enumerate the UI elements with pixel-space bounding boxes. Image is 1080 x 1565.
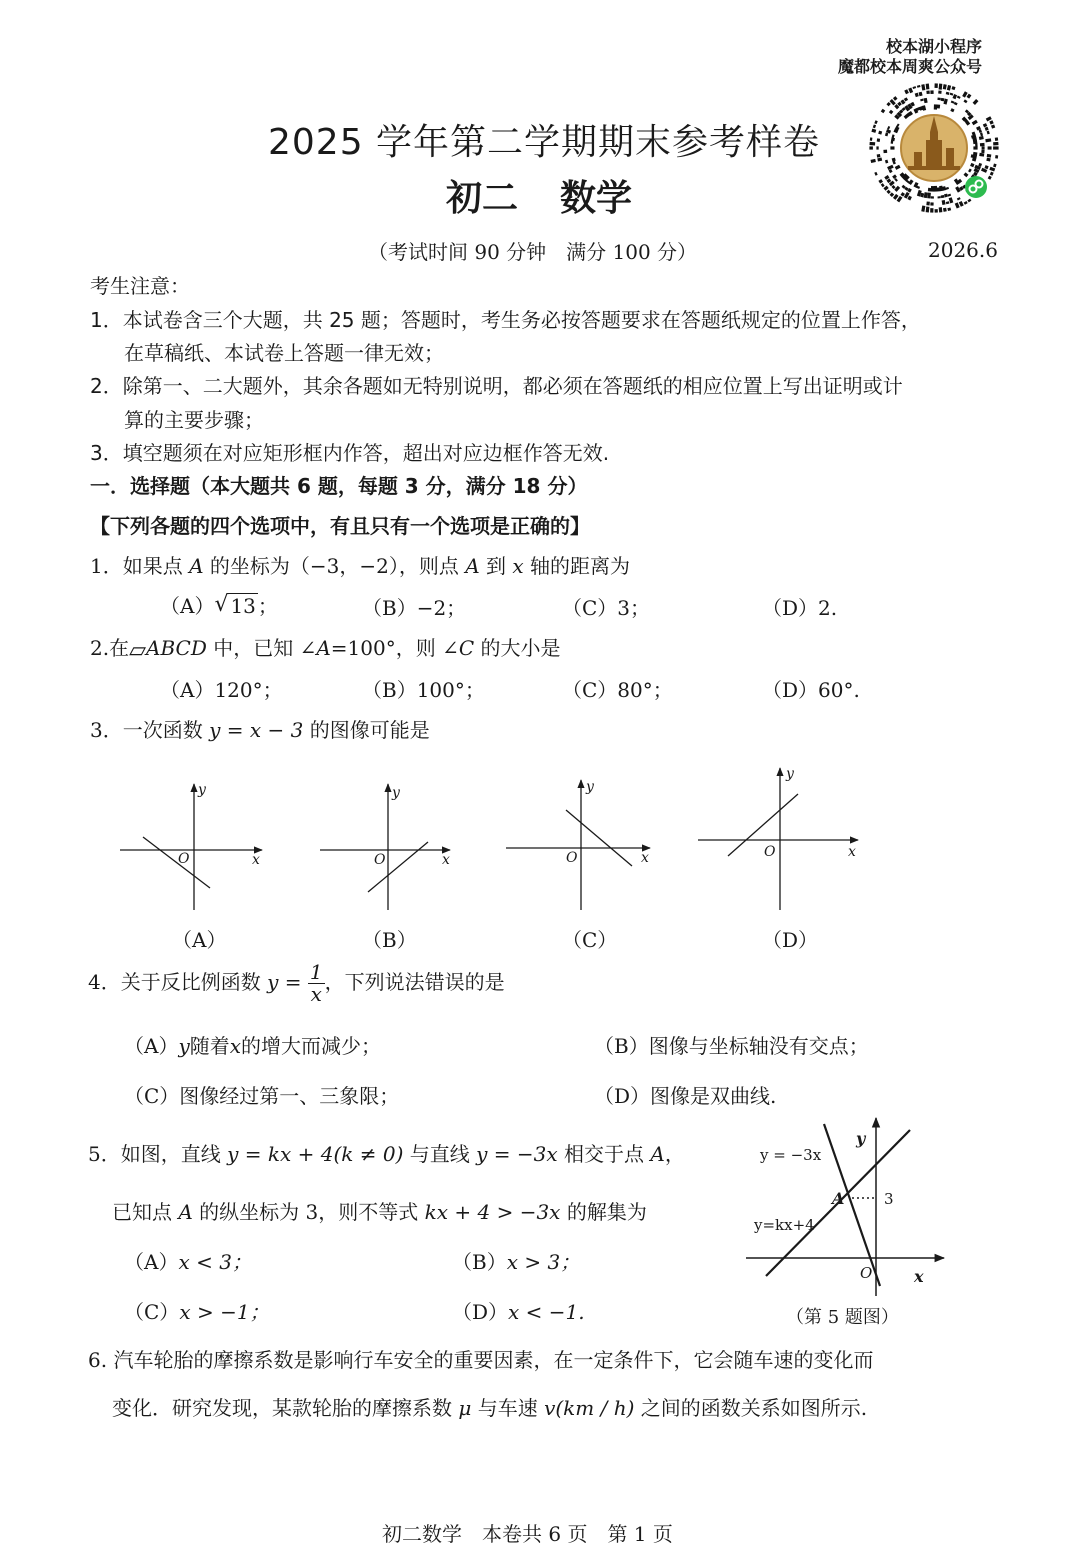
q4-option-c[interactable]: （C）图像经过第一、三象限； [124, 1084, 400, 1108]
qr-dot [937, 196, 940, 198]
qr-dot [941, 98, 945, 102]
q3-option-c[interactable]: （C） [562, 928, 618, 952]
qr-dot [887, 165, 894, 170]
q3-a-origin: O [178, 851, 190, 867]
qr-dot [946, 201, 950, 204]
qr-dot [942, 200, 946, 205]
qr-dot [885, 160, 888, 164]
qr-dot [904, 97, 908, 101]
qr-dot [917, 85, 921, 88]
qr-dot [939, 84, 943, 90]
qr-dot [921, 205, 925, 211]
qr-dot [934, 104, 937, 109]
qr-dot [886, 102, 890, 106]
qr-dot [931, 196, 934, 198]
qr-dot [877, 138, 880, 142]
q3-d-y-label: y [786, 766, 794, 782]
q1-option-b[interactable]: （B）−2； [362, 596, 467, 620]
qr-dot [990, 172, 994, 176]
q1-option-d[interactable]: （D）2. [762, 596, 838, 620]
qr-dot [947, 85, 951, 91]
qr-dot [926, 207, 930, 213]
qr-dot [878, 179, 883, 184]
q5-option-c[interactable]: （C）x > −1； [124, 1300, 270, 1324]
qr-dot [892, 158, 896, 162]
qr-dot [889, 110, 894, 115]
qr-dot [900, 192, 904, 197]
qr-dot [904, 89, 909, 94]
q3-d-origin: O [764, 844, 776, 860]
qr-dot [892, 134, 895, 138]
qr-dot [995, 155, 998, 159]
q3-option-a[interactable]: （A） [172, 928, 227, 952]
q5-label-line2: y = −3x [760, 1146, 822, 1164]
note-item-3: 3．填空题须在对应矩形框内作答，超出对应边框作答无效. [90, 441, 610, 465]
qr-dot [897, 102, 902, 107]
qr-dot [959, 201, 964, 207]
qr-dot [973, 146, 977, 149]
qr-dot [989, 120, 993, 124]
qr-dot [934, 83, 937, 88]
qr-dot [930, 90, 933, 94]
qr-dot [892, 174, 897, 179]
qr-dot [931, 186, 934, 192]
qr-dot [912, 86, 916, 89]
note-item-2: 2．除第一、二大题外，其余各题如无特别说明，都必须在答题纸的相应位置上写出证明或计 [90, 374, 903, 398]
q1-option-a[interactable]: （A）√ 13 ； [160, 590, 278, 619]
qr-dot [926, 201, 930, 205]
q3-b-y-label: y [392, 785, 400, 801]
exam-info: （考试时间 90 分钟 满分 100 分） [368, 240, 698, 264]
qr-dot [919, 92, 923, 96]
qr-dot [991, 124, 995, 128]
q3-graph-a[interactable] [120, 784, 262, 910]
qr-dot [894, 186, 900, 192]
qr-dot [986, 116, 992, 121]
q3-b-origin: O [374, 852, 386, 868]
q5-option-b[interactable]: （B）x > 3； [452, 1250, 581, 1274]
qr-dot [968, 169, 972, 173]
qr-dot [949, 197, 954, 203]
qr-dot [881, 183, 885, 187]
qr-dot [876, 146, 878, 149]
qr-dot [979, 153, 984, 157]
qr-dot [886, 190, 890, 194]
qr-dot [924, 192, 928, 198]
qr-dot [926, 84, 930, 90]
q5-y-value: 3 [884, 1190, 894, 1208]
qr-dot [924, 98, 928, 103]
note-item-2-cont: 算的主要步骤； [124, 408, 264, 432]
q5-x-label: x [914, 1267, 924, 1286]
qr-dot [893, 96, 898, 101]
qr-dot [988, 146, 992, 149]
q5-y-label: y [856, 1129, 866, 1148]
qr-dot [944, 194, 948, 198]
qr-dot [993, 164, 996, 168]
qr-dot [890, 146, 894, 149]
qr-dot [980, 133, 983, 137]
qr-dot [950, 108, 954, 112]
page-title: 2025 学年第二学期期末参考样卷 [268, 122, 821, 163]
qr-dot [946, 92, 950, 95]
qr-dot [951, 86, 955, 90]
notes-heading: 考生注意： [90, 274, 190, 298]
qr-dot [988, 176, 992, 180]
q3-a-y-label: y [198, 782, 206, 798]
qr-dot [878, 131, 882, 135]
qr-dot [877, 154, 881, 158]
qr-dot [922, 105, 926, 111]
qr-dot [928, 188, 932, 192]
qr-dot [869, 146, 873, 149]
note-item-1-cont: 在草稿纸、本试卷上答题一律无效； [124, 341, 444, 365]
qr-dot [957, 197, 961, 200]
q5-label-line1: y=kx+4 [754, 1216, 815, 1234]
question-3-stem: 3．一次函数 y = x − 3 的图像可能是 [90, 718, 430, 742]
qr-dot [869, 142, 875, 146]
section-instruction: 【下列各题的四个选项中，有且只有一个选项是正确的】 [90, 514, 590, 538]
q3-b-x-label: x [442, 852, 450, 868]
qr-dot [943, 208, 947, 212]
qr-dot [987, 154, 992, 158]
qr-dot [953, 94, 958, 99]
q3-graph-c[interactable] [506, 780, 650, 910]
qr-dot [967, 94, 972, 99]
qr-dot [934, 186, 937, 192]
qr-dot [930, 202, 933, 205]
q5-figure [740, 1110, 960, 1300]
qr-dot [970, 163, 974, 167]
qr-dot [870, 137, 873, 140]
qr-dot [874, 172, 877, 176]
qr-dot [993, 146, 999, 149]
qr-dot [950, 93, 954, 96]
qr-dot [939, 207, 943, 212]
qr-dot [927, 193, 931, 199]
qr-dot [979, 136, 984, 140]
qr-dot [926, 91, 930, 95]
q4-option-a[interactable]: （A）y随着x的增大而减少； [124, 1034, 382, 1058]
qr-dot [995, 137, 998, 141]
q2-option-a[interactable]: （A）120°； [160, 678, 283, 702]
q5-option-a[interactable]: （A）x < 3； [124, 1250, 252, 1274]
qr-dot [963, 99, 967, 103]
question-6-stem-2: 变化．研究发现，某款轮胎的摩擦系数 μ 与车速 v(km / h) 之间的函数关系如图所示. [112, 1396, 868, 1420]
q3-option-b[interactable]: （B） [362, 928, 417, 952]
qr-dot [975, 143, 978, 146]
qr-dot [873, 124, 876, 128]
qr-dot [890, 192, 895, 197]
qr-dot [984, 165, 988, 169]
section-heading: 一．选择题（本大题共 6 题，每题 3 分，满分 18 分） [90, 474, 588, 498]
page-footer: 初二数学 本卷共 6 页 第 1 页 [382, 1522, 673, 1546]
qr-code-logo [866, 80, 1002, 216]
qr-dot [938, 91, 941, 94]
qr-dot [943, 84, 947, 89]
qr-dot [871, 129, 876, 133]
q5-origin: O [860, 1264, 873, 1282]
qr-dot [937, 104, 941, 108]
qr-dot [937, 98, 940, 101]
question-5-stem: 5．如图，直线 y = kx + 4(k ≠ 0) 与直线 y = −3x 相交于点 A， [88, 1142, 685, 1166]
qr-dot [883, 186, 888, 191]
brand-line-2: 魔都校本周爽公众号 [837, 57, 982, 76]
qr-dot [985, 127, 989, 131]
qr-dot [993, 142, 998, 146]
qr-dot [973, 99, 979, 105]
q3-graphs [0, 760, 1080, 950]
qr-dot [881, 109, 885, 113]
qr-dot [930, 208, 933, 213]
qr-dot [957, 96, 961, 99]
qr-dot [941, 195, 945, 198]
exam-date: 2026.6 [928, 238, 998, 262]
q3-graph-b[interactable] [320, 784, 450, 910]
qr-dot [955, 202, 960, 208]
q4-option-d[interactable]: （D）图像是双曲线. [594, 1084, 777, 1108]
qr-dot [874, 120, 877, 124]
qr-dot [982, 146, 985, 149]
q3-c-y-label: y [586, 779, 594, 795]
qr-dot [887, 126, 890, 130]
qr-dot [981, 150, 984, 153]
qr-dot [989, 167, 995, 172]
qr-dot [954, 102, 958, 106]
q3-graph-d[interactable] [698, 768, 858, 910]
qr-dot [947, 207, 951, 211]
q2-option-d[interactable]: （D）60°. [762, 678, 860, 702]
qr-dot [871, 159, 876, 163]
q2-option-c[interactable]: （C）80°； [562, 678, 673, 702]
subject-name: 数学 [560, 178, 633, 219]
qr-dot [935, 209, 938, 213]
question-4-stem: 4．关于反比例函数 y = $\frac{1}{x}$ ，下列说法错误的是 [88, 960, 505, 1006]
qr-dot [907, 196, 912, 201]
q5-point-a: A [832, 1189, 845, 1208]
qr-dot [980, 143, 985, 147]
qr-dot [947, 194, 951, 197]
qr-dot [885, 133, 888, 137]
qr-dot [955, 186, 961, 192]
q5-option-d[interactable]: （D）x < −1. [452, 1300, 585, 1324]
subject-grade: 初二 [446, 178, 519, 219]
question-6-stem: 6. 汽车轮胎的摩擦系数是影响行车安全的重要因素，在一定条件下，它会随车速的变化而 [88, 1348, 874, 1372]
qr-dot [987, 131, 990, 135]
question-1-stem: 1．如果点 A 的坐标为（−3，−2），则点 A 到 x 轴的距离为 [90, 554, 631, 578]
qr-dot [920, 99, 924, 102]
qr-dot [951, 101, 955, 104]
q3-c-x-label: x [641, 850, 649, 866]
q4-option-b[interactable]: （B）图像与坐标轴没有交点； [594, 1034, 869, 1058]
qr-dot [964, 201, 968, 205]
qr-dot [921, 84, 925, 90]
q3-option-d[interactable]: （D） [762, 928, 819, 952]
qr-dot [985, 138, 991, 142]
qr-dot [894, 178, 898, 182]
q3-c-origin: O [566, 850, 578, 866]
qr-dot [963, 172, 968, 177]
qr-dot [983, 123, 987, 127]
qr-dot [967, 199, 971, 203]
q3-d-x-label: x [848, 844, 856, 860]
qr-dot [908, 88, 913, 94]
qr-dot [883, 150, 887, 153]
qr-dot [877, 157, 882, 161]
q1-option-c[interactable]: （C）3； [562, 596, 651, 620]
qr-dot [972, 120, 978, 125]
q5-figure-caption: （第 5 题图） [786, 1307, 899, 1328]
brand-line-1: 校本湖小程序 [885, 37, 982, 56]
q3-a-x-label: x [252, 852, 260, 868]
qr-dot [895, 165, 901, 170]
qr-dot [986, 158, 990, 162]
q2-option-b[interactable]: （B）100°； [362, 678, 485, 702]
qr-dot [915, 93, 919, 97]
question-2-stem: 2.在▱ABCD 中，已知 ∠A=100°，则 ∠C 的大小是 [90, 636, 561, 663]
qr-dot [891, 185, 895, 189]
question-5-stem-2: 已知点 A 的纵坐标为 3，则不等式 kx + 4 > −3x 的解集为 [112, 1200, 647, 1224]
note-item-1: 1．本试卷含三个大题，共 25 题；答题时，考生务必按答题要求在答题纸规定的位置上作答， [90, 308, 921, 332]
